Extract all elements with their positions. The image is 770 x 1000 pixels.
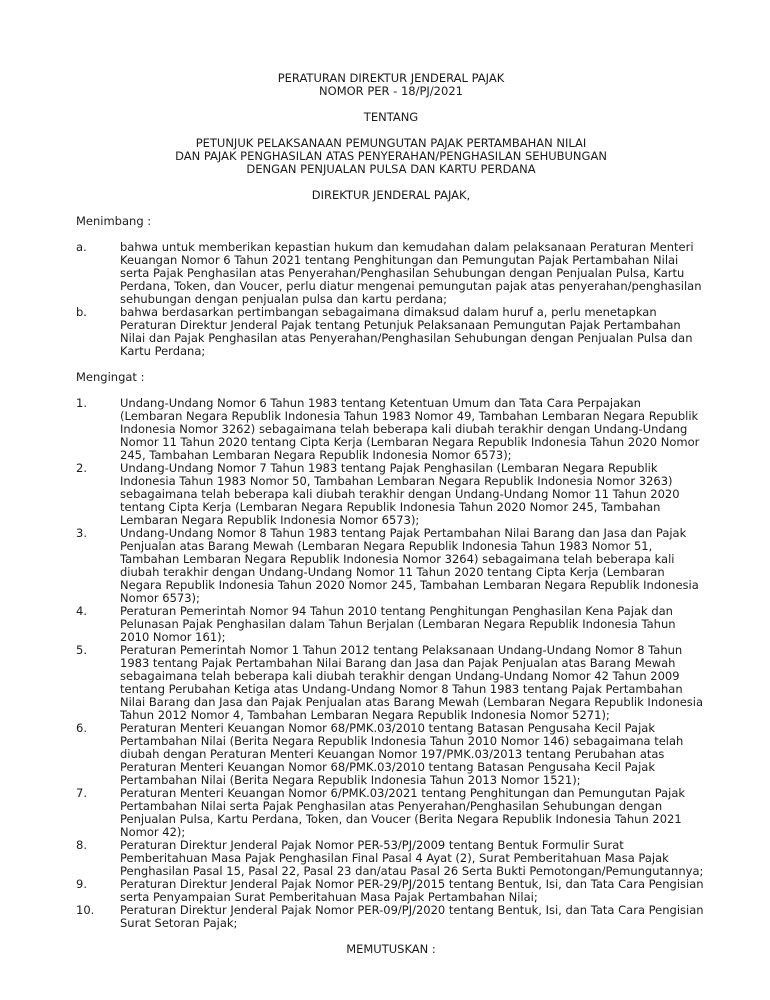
document-title: PERATURAN DIREKTUR JENDERAL PAJAK	[277, 71, 505, 85]
document-subject	[76, 137, 706, 176]
list-item	[76, 306, 706, 358]
document-number: NOMOR PER - 18/PJ/2021	[319, 84, 463, 98]
subject-line: DAN PAJAK PENGHASILAN ATAS PENYERAHAN/PENGHASILAN SEHUBUNGAN	[175, 149, 607, 163]
list-item-text: Peraturan Direktur Jenderal Pajak Nomor PER-29/PJ/2015 tentang Bentuk, Isi, dan Tata Cara Pengisian serta Penyampaian Surat Pemberitahuan Masa Pajak Pertambahan Nilai;	[120, 877, 704, 904]
list-item	[76, 462, 706, 527]
list-item-text: Peraturan Menteri Keuangan Nomor 68/PMK.03/2010 tentang Batasan Pengusaha Kecil Pajak Pertambahan Nilai (Berita Negara Republik Indonesia Tahun 2010 Nomor 146) sebagaimana telah diubah dengan Peraturan Menteri Keuangan Nomor 197/PMK.03/2013 tentang Perubahan atas Peraturan Menteri Keuangan Nomor 68/PMK.03/2010 tentang Batasan Pengusaha Kecil Pajak Pertambahan Nilai (Berita Negara Republik Indonesia Tahun 2013 Nomor 1521);	[120, 721, 684, 787]
list-item-marker: 4.	[76, 604, 87, 618]
issuer-line: DIREKTUR JENDERAL PAJAK,	[311, 188, 471, 202]
list-item	[76, 644, 706, 722]
list-item-text: Peraturan Menteri Keuangan Nomor 6/PMK.03/2021 tentang Penghitungan dan Pemungutan Pajak Pertambahan Nilai serta Pajak Penghasilan atas Penyerahan/Penghasilan Sehubungan dengan Penjualan Pulsa, Kartu Perdana, Token, dan Voucer (Berita Negara Republik Indonesia Tahun 2021 Nomor 42);	[120, 786, 686, 839]
list-item-text: bahwa untuk memberikan kepastian hukum dan kemudahan dalam pelaksanaan Peraturan Menteri Keuangan Nomor 6 Tahun 2021 tentang Penghitungan dan Pemungutan Pajak Pertambahan Nilai serta Pajak Penghasilan atas Penyerahan/Penghasilan Sehubungan dengan Penjualan Pulsa, Kartu Perdana, Token, dan Voucer, perlu diatur mengenai pemungutan pajak atas penyerahan/penghasilan sehubungan dengan penjualan pulsa dan kartu perdana;	[120, 240, 702, 306]
list-item-marker: 2.	[76, 461, 87, 475]
menimbang-section	[76, 215, 706, 358]
list-item-text: Undang-Undang Nomor 6 Tahun 1983 tentang Ketentuan Umum dan Tata Cara Perpajakan (Lembaran Negara Republik Indonesia Tahun 1983 Nomor 49, Tambahan Lembaran Negara Republik Indonesia Nomor 3262) sebagaimana telah beberapa kali diubah terakhir dengan Undang-Undang Nomor 11 Tahun 2020 tentang Cipta Kerja (Lembaran Negara Republik Indonesia Tahun 2020 Nomor 245, Tambahan Lembaran Negara Republik Indonesia Nomor 6573);	[120, 396, 700, 462]
spacer	[76, 202, 706, 215]
list-item	[76, 878, 706, 904]
list-item	[76, 839, 706, 878]
list-item	[76, 527, 706, 605]
list-item-text: Peraturan Direktur Jenderal Pajak Nomor PER-53/PJ/2009 tentang Bentuk Formulir Surat Pemberitahuan Masa Pajak Penghasilan Final Pasal 4 Ayat (2), Surat Pemberitahuan Masa Pajak Penghasilan Pasal 15, Pasal 22, Pasal 23 dan/atau Pasal 26 Serta Bukti Pemotongan/Pemungutannya;	[120, 838, 704, 878]
list-item-marker: 7.	[76, 786, 87, 800]
list-item	[76, 397, 706, 462]
list-item-marker: b.	[76, 305, 87, 319]
mengingat-label: Mengingat :	[76, 370, 145, 384]
subject-line: PETUNJUK PELAKSANAAN PEMUNGUTAN PAJAK PERTAMBAHAN NILAI	[195, 136, 587, 150]
list-item-marker: 10.	[76, 903, 95, 917]
list-item	[76, 787, 706, 839]
document-header	[76, 72, 706, 202]
list-item	[76, 904, 706, 930]
mengingat-section	[76, 371, 706, 930]
list-item-marker: a.	[76, 240, 87, 254]
list-item-text: Peraturan Direktur Jenderal Pajak Nomor PER-09/PJ/2020 tentang Bentuk, Isi, dan Tata Cara Pengisian Surat Setoran Pajak;	[120, 903, 704, 930]
list-item	[76, 722, 706, 787]
list-item-marker: 1.	[76, 396, 87, 410]
list-item-marker: 5.	[76, 643, 87, 657]
list-item-marker: 6.	[76, 721, 87, 735]
list-item-text: Peraturan Pemerintah Nomor 94 Tahun 2010 tentang Penghitungan Penghasilan Kena Pajak dan Pelunasan Pajak Penghasilan dalam Tahun Berjalan (Lembaran Negara Republik Indonesia Tahun 2010 Nomor 161);	[120, 604, 676, 644]
list-item-text: Peraturan Pemerintah Nomor 1 Tahun 2012 tentang Pelaksanaan Undang-Undang Nomor 8 Tahun 1983 tentang Pajak Pertambahan Nilai Barang dan Jasa dan Pajak Penjualan atas Barang Mewah sebagaimana telah beberapa kali diubah terakhir dengan Undang-Undang Nomor 42 Tahun 2009 tentang Perubahan Ketiga atas Undang-Undang Nomor 8 Tahun 1983 tentang Pajak Pertambahan Nilai Barang dan Jasa dan Pajak Penjualan atas Barang Mewah (Lembaran Negara Republik Indonesia Tahun 2012 Nomor 4, Tambahan Lembaran Negara Republik Indonesia Nomor 5271);	[120, 643, 704, 722]
spacer	[76, 358, 706, 371]
menimbang-label: Menimbang :	[76, 214, 152, 228]
about-label: TENTANG	[363, 110, 419, 124]
list-item-marker: 3.	[76, 526, 87, 540]
list-item-marker: 9.	[76, 877, 87, 891]
list-item	[76, 605, 706, 644]
list-item-marker: 8.	[76, 838, 87, 852]
list-item-text: bahwa berdasarkan pertimbangan sebagaimana dimaksud dalam huruf a, perlu menetapkan Peraturan Direktur Jenderal Pajak tentang Petunjuk Pelaksanaan Pemungutan Pajak Pertambahan Nilai dan Pajak Penghasilan atas Penyerahan/Penghasilan Sehubungan dengan Penjualan Pulsa dan Kartu Perdana;	[120, 305, 693, 358]
list-item	[76, 241, 706, 306]
list-item-text: Undang-Undang Nomor 7 Tahun 1983 tentang Pajak Penghasilan (Lembaran Negara Republik Indonesia Tahun 1983 Nomor 50, Tambahan Lembaran Negara Republik Indonesia Nomor 3263) sebagaimana telah beberapa kali diubah terakhir dengan Undang-Undang Nomor 11 Tahun 2020 tentang Cipta Kerja (Lembaran Negara Republik Indonesia Tahun 2020 Nomor 245, Tambahan Lembaran Negara Republik Indonesia Nomor 6573);	[120, 461, 680, 527]
subject-line: DENGAN PENJUALAN PULSA DAN KARTU PERDANA	[246, 162, 536, 176]
memutuskan-label: MEMUTUSKAN :	[346, 942, 436, 956]
list-item-text: Undang-Undang Nomor 8 Tahun 1983 tentang Pajak Pertambahan Nilai Barang dan Jasa dan Pajak Penjualan atas Barang Mewah (Lembaran Negara Republik Indonesia Tahun 1983 Nomor 51, Tambahan Lembaran Negara Republik Indonesia Nomor 3264) sebagaimana telah beberapa kali diubah terakhir dengan Undang-Undang Nomor 11 Tahun 2020 tentang Cipta Kerja (Lembaran Negara Republik Indonesia Tahun 2020 Nomor 245, Tambahan Lembaran Negara Republik Indonesia Nomor 6573);	[120, 526, 699, 605]
